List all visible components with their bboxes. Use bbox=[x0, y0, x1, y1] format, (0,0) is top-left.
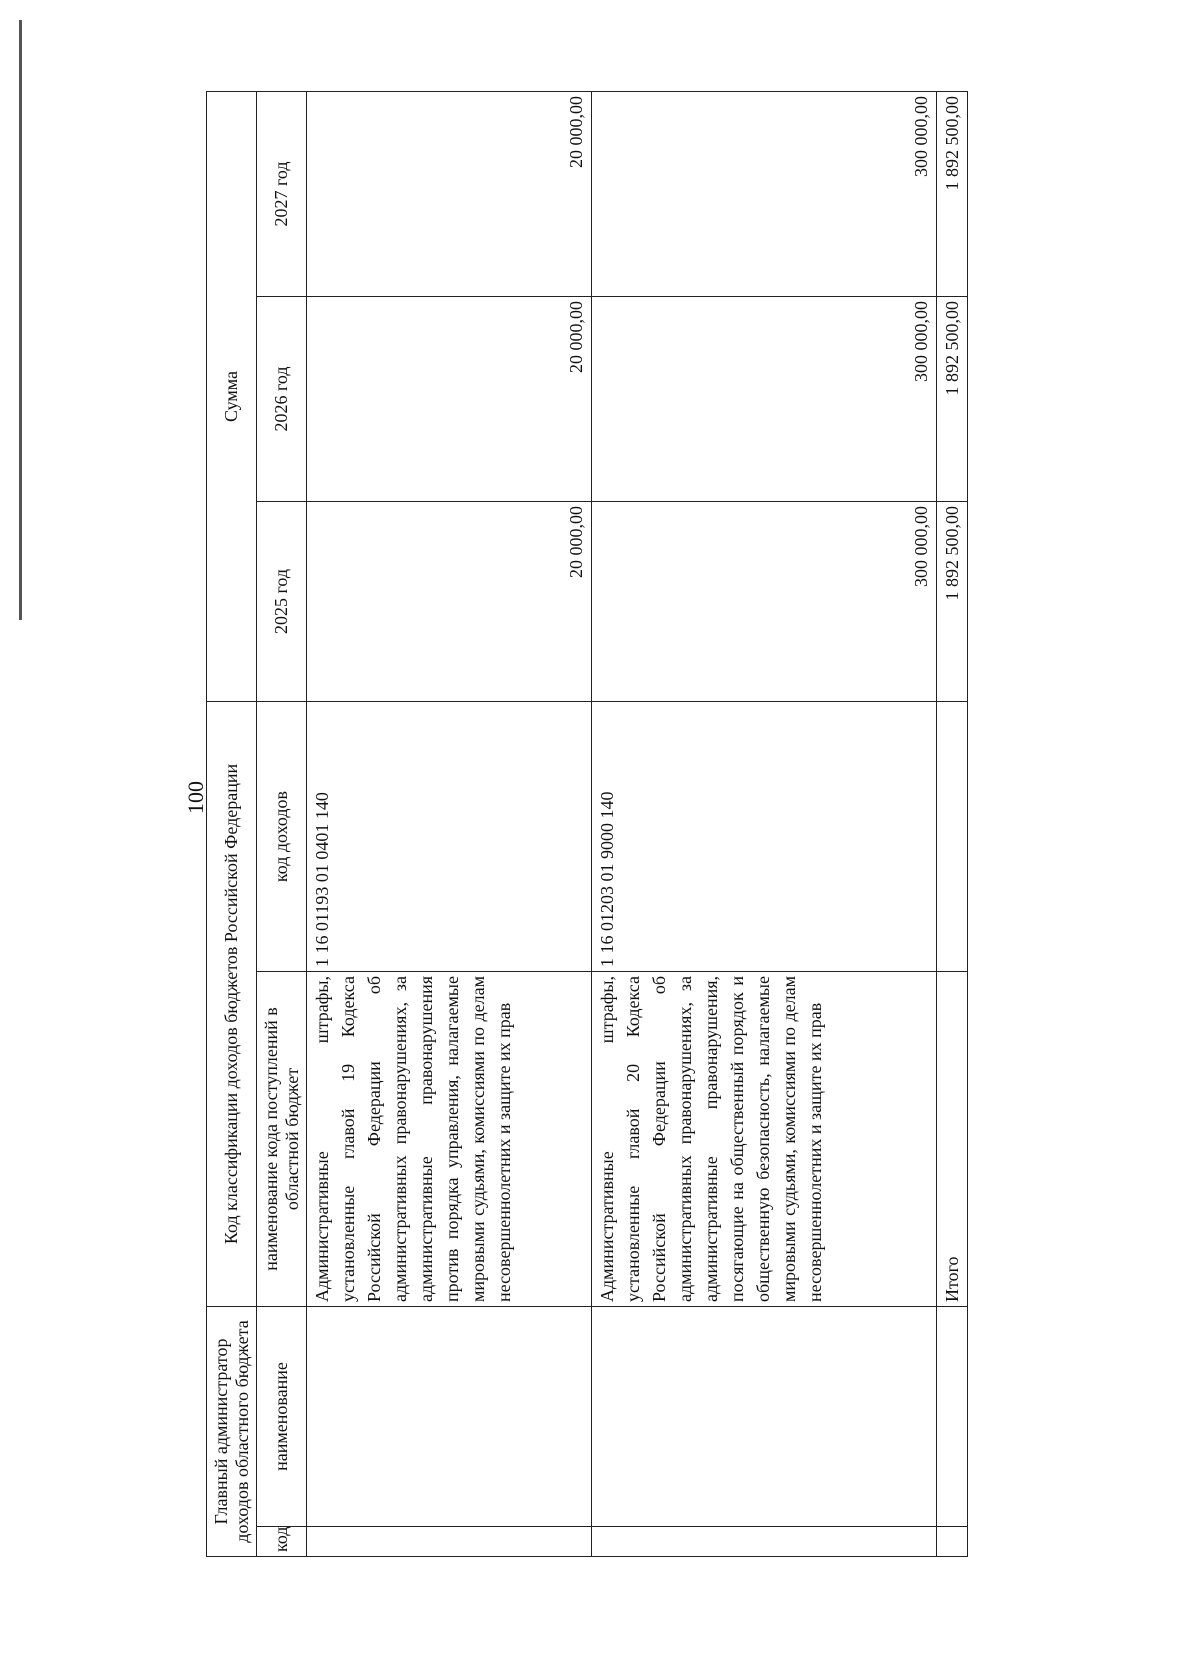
rotated-page bbox=[206, 92, 962, 1557]
income-code-header: код доходов bbox=[257, 702, 307, 972]
table-row bbox=[592, 91, 937, 1556]
year-header: 2026 год bbox=[257, 297, 307, 502]
sum-group-header: Сумма bbox=[207, 91, 257, 701]
amount-cell: 20 000,00 bbox=[307, 91, 592, 296]
amount-cell: 300 000,00 bbox=[592, 91, 937, 296]
total-amount: 1 892 500,00 bbox=[937, 502, 968, 702]
admin-code-cell bbox=[937, 1527, 968, 1557]
total-amount: 1 892 500,00 bbox=[937, 91, 968, 296]
total-amount: 1 892 500,00 bbox=[937, 297, 968, 502]
amount-cell: 20 000,00 bbox=[307, 297, 592, 502]
page-number: 100 bbox=[183, 781, 208, 814]
amount-cell: 300 000,00 bbox=[592, 502, 937, 702]
income-table bbox=[206, 91, 968, 1557]
income-description-cell: Административные штрафы, установленные главой 19 Кодекса Российской Федерации об административных правонарушениях, за административные правонарушения против порядка управления, налагаемые мировыми судьями, комиссиями по делам несовершеннолетних и защите их прав bbox=[307, 972, 592, 1307]
admin-name-cell bbox=[307, 1307, 592, 1527]
admin-group-header: Главный администратор доходов областного бюджета bbox=[207, 1307, 257, 1557]
scan-edge-line bbox=[19, 20, 22, 620]
income-code-cell bbox=[937, 702, 968, 972]
admin-code-cell bbox=[307, 1527, 592, 1557]
amount-cell: 20 000,00 bbox=[307, 502, 592, 702]
year-header: 2025 год bbox=[257, 502, 307, 702]
income-name-header: наименование кода поступлений в областной бюджет bbox=[257, 972, 307, 1307]
admin-code-header: код bbox=[257, 1527, 307, 1557]
total-row bbox=[937, 91, 968, 1556]
year-header: 2027 год bbox=[257, 91, 307, 296]
table-row bbox=[307, 91, 592, 1556]
income-description-cell: Административные штрафы, установленные главой 20 Кодекса Российской Федерации об административных правонарушениях, за административные правонарушения, посягающие на общественный порядок и общественную безопасность, налагаемые мировыми судьями, комиссиями по делам несовершеннолетних и защите их прав bbox=[592, 972, 937, 1307]
total-label: Итого bbox=[937, 972, 968, 1307]
classification-group-header: Код классификации доходов бюджетов Российской Федерации bbox=[207, 702, 257, 1307]
admin-code-cell bbox=[592, 1527, 937, 1557]
amount-cell: 300 000,00 bbox=[592, 297, 937, 502]
admin-name-cell bbox=[937, 1307, 968, 1527]
income-code-cell: 1 16 01193 01 0401 140 bbox=[307, 702, 592, 972]
admin-name-cell bbox=[592, 1307, 937, 1527]
income-code-cell: 1 16 01203 01 9000 140 bbox=[592, 702, 937, 972]
admin-name-header: наименование bbox=[257, 1307, 307, 1527]
